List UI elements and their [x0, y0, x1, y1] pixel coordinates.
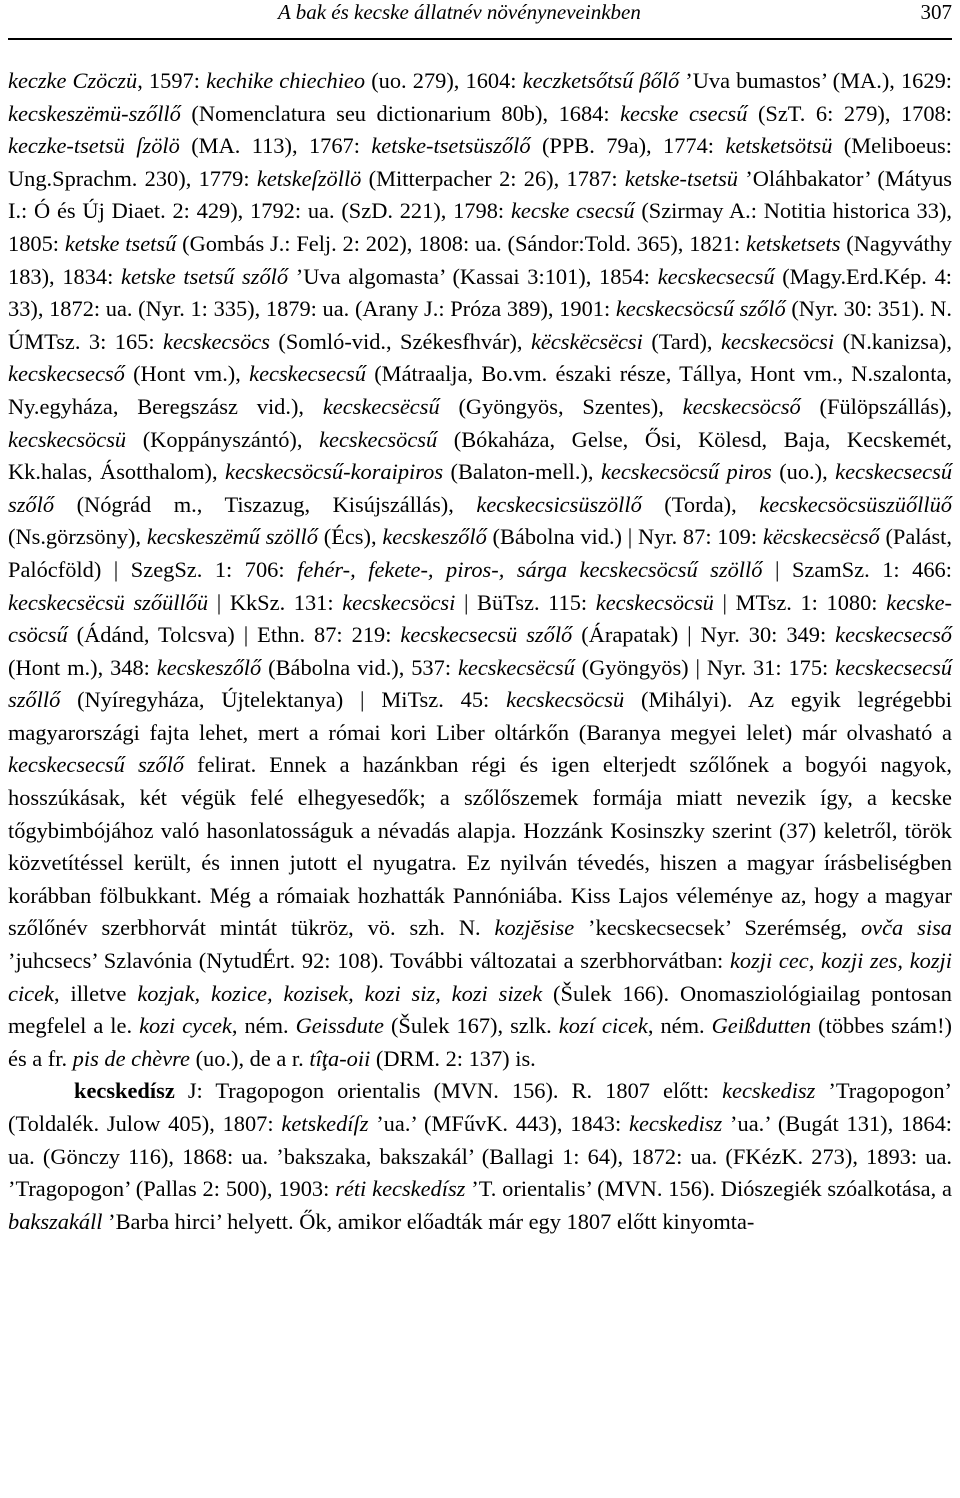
text-run: ’T. orientalis’ (MVN. 156). Diószegiék szóalkotása, a	[465, 1176, 952, 1202]
text-run: (Gyöngyös, Szentes),	[439, 393, 683, 419]
italic-term: kecskecsöcsü	[506, 687, 625, 713]
text-run: (Šulek 167), szlk.	[383, 1013, 559, 1039]
running-header	[8, 0, 952, 40]
text-run: ’Uva bumastos’ (MA.), 1629:	[679, 68, 952, 93]
italic-term: kecskecsëcsü szőüllőü	[8, 589, 209, 615]
text-run: (Bókaháza, Gelse, Ősi, Kölesd, Baja, Kecskemét, Kk.halas, Ásotthalom),	[8, 426, 952, 485]
italic-term: kecskeszőlő	[382, 524, 487, 550]
text-run: | MTsz. 1: 1080:	[713, 589, 887, 615]
paragraph	[8, 65, 952, 1075]
italic-term: ketske-tsetsüszőlő	[371, 133, 531, 159]
italic-term: kecskecsöcsű szőlő	[615, 296, 786, 322]
text-run: (Šulek 166). Onomasziológiailag pontosan megfelel a le.	[8, 980, 953, 1039]
text-run: | KkSz. 131:	[208, 589, 343, 615]
italic-term: kozji cec, kozji zes, kozji cicek	[8, 948, 952, 1006]
text-run: ’ua.’ (Bugát 131), 1864: ua. (Gönczy 116), 1868: ua. ’bakszaka, bakszakál’ (Ballagi 1: 64), 1872: ua. (FKézK. 273), 1893: ua. ’Tragopogon’ (Pallas 2: 500), 1903:	[8, 1111, 952, 1202]
text-run: (PPB. 79a), 1774:	[530, 133, 726, 159]
text-run: ’juhcsecs’ Szlavónia (NytudÉrt. 92: 108). További változatai a szerbhorvátban:	[8, 948, 730, 974]
italic-term: kecskecsecsű szőlő	[8, 752, 185, 778]
italic-term: Geißdutten	[711, 1013, 812, 1039]
italic-term: ketskedíſz	[281, 1111, 369, 1136]
article-body	[8, 65, 952, 1238]
italic-term: kecskecsicsüszöllő	[476, 491, 642, 517]
italic-term: kecskecsecső	[8, 361, 125, 387]
italic-term: kechike chiechieo	[206, 68, 366, 93]
italic-term: réti kecskedísz	[335, 1176, 466, 1202]
italic-term: ketske tsetsű szőlő	[121, 263, 289, 289]
italic-term: kozí cicek	[558, 1013, 648, 1039]
italic-term: kozi cycek	[139, 1013, 232, 1039]
italic-term: keczke-tsetsü ſzölö	[8, 133, 180, 159]
italic-term: ovča sisa	[860, 915, 952, 941]
text-run: ’Oláhbakator’ (Mátyus I.: Ó és Új Diaet. 2: 429), 1792: ua. (SzD. 221), 1798:	[8, 165, 952, 224]
italic-term: fehér-, fekete-, piros-, sárga kecskecsöcsű szöllő	[297, 556, 763, 582]
running-title: A bak és kecske állatnév növényneveinkben	[278, 0, 641, 24]
italic-term: pis de chèvre	[72, 1045, 190, 1071]
italic-term: kecskecsecsű szőllő	[8, 654, 953, 713]
italic-term: kecskedisz	[629, 1111, 723, 1136]
italic-term: kecskecsöcsi	[342, 589, 456, 615]
text-run: (Balaton-mell.),	[443, 459, 601, 485]
text-run: (SzT. 6: 279), 1708:	[747, 100, 952, 126]
italic-term: këcskëcsëcsi	[530, 328, 643, 354]
text-run: , ném.	[647, 1013, 712, 1039]
italic-term: këcskecsëcső	[762, 524, 880, 550]
text-run: (többes szám!) és a fr.	[8, 1013, 953, 1071]
text-run: ’ua.’ (MFűvK. 443), 1843:	[368, 1111, 629, 1136]
italic-term: kozjĕsise	[494, 915, 575, 941]
text-run: (uo. 279), 1604:	[365, 68, 523, 93]
text-run: (Écs),	[317, 524, 383, 550]
text-run: (Somló-vid., Székesfhvár),	[269, 328, 531, 354]
italic-term: ketsketsets	[746, 230, 841, 256]
text-run: (Mátraalja, Bo.vm. északi része, Tállya, Hont vm., N.szalonta, Ny.egyháza, Beregszász vid.),	[8, 361, 953, 419]
text-run: (MA. 113), 1767:	[179, 133, 372, 159]
text-run: (Meliboeus: Ung.Sprachm. 230), 1779:	[8, 133, 952, 191]
italic-term: kecskecsöcs	[163, 328, 270, 354]
text-run: J: Tragopogon orientalis (MVN. 156). R. 1807 előtt:	[174, 1078, 723, 1104]
text-run: (Magy.Erd.Kép. 4: 33), 1872: ua. (Nyr. 1: 335), 1879: ua. (Arany J.: Próza 389), 1901:	[8, 263, 952, 322]
text-run: (Bábolna vid.), 537:	[261, 654, 458, 680]
italic-term: kecske-csöcsű	[8, 589, 952, 648]
text-run: (Tard),	[642, 328, 721, 354]
text-run: (Nyr. 30: 351). N. ÚMTsz. 3: 165:	[8, 296, 952, 354]
text-run: (Gombás J.: Felj. 2: 202), 1808: ua. (Sándor:Told. 365), 1821:	[176, 230, 746, 256]
text-run: (Nyíregyháza, Újtelektanya) | MiTsz. 45:	[60, 687, 507, 713]
text-run: (Koppányszántó),	[126, 426, 320, 452]
italic-term: kecskecsecsű	[657, 263, 775, 289]
text-run: | BüTsz. 115:	[455, 589, 596, 615]
italic-term: kecskedisz	[722, 1078, 816, 1104]
italic-term: kecskeszëmű szöllő	[146, 524, 318, 550]
page-number: 307	[920, 0, 952, 24]
italic-term: kecskecsecsű	[249, 361, 366, 387]
italic-term: tîţa-oii	[309, 1045, 371, 1071]
text-run: felirat. Ennek a hazánkban régi és igen elterjedt szőlőnek a bogyói nagyok, hosszúkásak, két végük felé elhegyesedők; a szőlőszemek formája miatt nevezik így, a kecske tőgybimbójához való hasonlatosságuk a névadás alapja. Hozzánk Kosinszky szerint (37) keletről, török közvetítéssel került, és innen jutott el nyugatra. Ez nyilván tévedés, hiszen a magyar írásbeliségben korábban fölbukkant. Még a rómaiak hozhatták Pannóniába. Kiss Lajos véleménye az, hogy a magyar szőlőnév szerbhorvát mintát tükröz, vö. szh. N.	[8, 752, 952, 941]
italic-term: kecskecsecsü szőlő	[400, 622, 573, 648]
text-run: ’Tragopogon’ (Toldalék. Julow 405), 1807:	[8, 1078, 952, 1136]
italic-term: kecskecsöcsü	[595, 589, 714, 615]
text-run: (uo.), de a r.	[189, 1045, 310, 1071]
paragraph	[8, 1075, 952, 1238]
italic-term: bakszakáll	[8, 1208, 103, 1234]
italic-term: Geissdute	[295, 1013, 384, 1039]
italic-term: kecskecsecsű szőlő	[8, 459, 953, 517]
text-run: (Ns.görzsöny),	[8, 524, 147, 550]
italic-term: kecske csecsű	[620, 100, 748, 126]
italic-term: kecskecsecső	[835, 622, 952, 648]
text-run: (Ádánd, Tolcsva) | Ethn. 87: 219:	[67, 622, 401, 648]
italic-term: kecske csecsű	[510, 198, 635, 224]
italic-term: kecskeszëmü-szőllő	[8, 100, 181, 126]
italic-term: ketsketsötsü	[725, 133, 833, 159]
italic-term: kecskecsöcsüszüőllüő	[759, 491, 952, 517]
italic-term: kecskecsöcső	[682, 393, 801, 419]
text-run: (uo.),	[771, 459, 836, 485]
italic-term: ketske-tsetsü	[624, 165, 738, 191]
italic-term: kecskecsöcsű-koraipiros	[225, 459, 444, 485]
text-run: (Bábolna vid.) | Nyr. 87: 109:	[486, 524, 763, 550]
text-run: (Árapatak) | Nyr. 30: 349:	[572, 622, 836, 648]
text-run: (Torda),	[641, 491, 760, 517]
text-run: , illetve	[53, 980, 138, 1006]
text-run: (Hont vm.),	[124, 361, 250, 387]
italic-term: ketske tsetsű	[64, 230, 177, 256]
text-run: (Palást, Palócföld) | SzegSz. 1: 706:	[8, 524, 952, 582]
text-run: (Fülöpszállás),	[800, 393, 952, 419]
italic-term: keczketsőtsű βőlő	[522, 68, 680, 93]
italic-term: kecskecsëcsű	[457, 654, 575, 680]
italic-term: kozjak, kozice, kozisek, kozi siz, kozi sizek	[137, 980, 543, 1006]
text-run: (DRM. 2: 137) is.	[370, 1045, 536, 1071]
text-run: (Szirmay A.: Notitia historica 33), 1805:	[8, 198, 952, 256]
text-run: (Mitterpacher 2: 26), 1787:	[361, 165, 625, 191]
text-run: | SzamSz. 1: 466:	[762, 556, 952, 582]
text-run: , 1597:	[137, 68, 207, 93]
text-run: (Nomenclatura seu dictionarium 80b), 1684:	[180, 100, 621, 126]
italic-term: kecskecsöcsi	[720, 328, 835, 354]
text-run: (Nagyváthy 183), 1834:	[8, 230, 952, 289]
text-run: ’kecskecsecsek’ Szerémség,	[574, 915, 861, 941]
italic-term: kecskecsëcsű	[322, 393, 440, 419]
text-run: (Gyöngyös) | Nyr. 31: 175:	[574, 654, 836, 680]
italic-term: ketskeſzöllö	[256, 165, 362, 191]
text-run: (Nógrád m., Tiszazug, Kisújszállás),	[54, 491, 477, 517]
headword: kecskedísz	[74, 1078, 175, 1104]
italic-term: kecskecsöcsü	[8, 426, 127, 452]
italic-term: kecskeszőlő	[156, 654, 262, 680]
text-run: ’Uva algomasta’ (Kassai 3:101), 1854:	[288, 263, 658, 289]
text-run: (Mihályi). Az egyik legrégebbi magyarországi fajta lehet, mert a római kori Liber oltárkőn (Baranya megyei lelet) már olvasható a	[8, 687, 952, 745]
text-run: (Hont m.), 348:	[8, 654, 157, 680]
text-run: , ném.	[231, 1013, 296, 1039]
italic-term: kecskecsöcsű piros	[600, 459, 772, 485]
italic-term: keczke Czöczü	[8, 68, 138, 93]
text-run: ’Barba hirci’ helyett. Ők, amikor előadták már egy 1807 előtt kinyomta-	[102, 1208, 755, 1234]
text-run: (N.kanizsa),	[834, 328, 952, 354]
italic-term: kecskecsöcsű	[319, 426, 438, 452]
